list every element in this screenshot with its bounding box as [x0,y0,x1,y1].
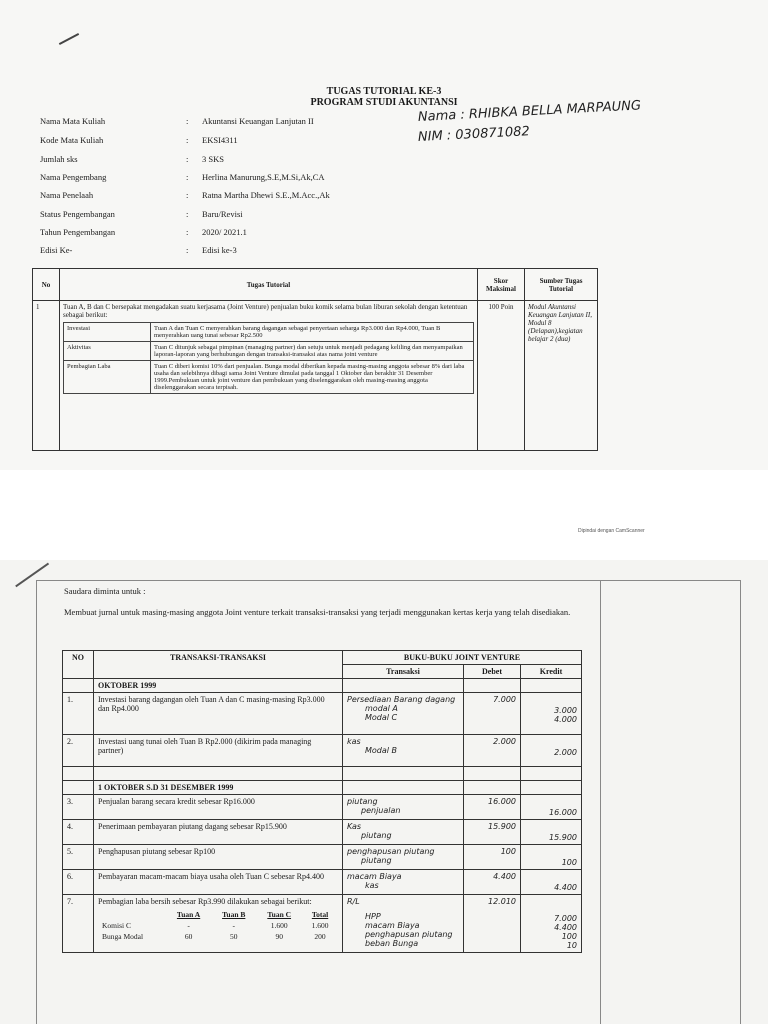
account-line: piutang [361,856,392,865]
info-value: Akuntansi Keuangan Lanjutan II [202,116,314,126]
sub-cell: 1.600 [270,921,288,930]
section-label: 1 OKTOBER S.D 31 DESEMBER 1999 [94,781,343,795]
task-row [33,301,598,451]
journal-row [63,895,582,953]
row-no: 4. [63,820,94,845]
task-detail-table [63,322,474,394]
task-sumber: Modul Akuntansi Keuangan Lanjutan II, Modul 8 (Delapan),kegiatan belajar 2 (dua) [525,301,598,451]
sub-cell: 50 [229,932,238,941]
info-row [40,116,370,128]
row-accounts [343,735,464,767]
pen-mark [15,563,49,587]
row-desc: Penghapusan piutang sebesar Rp100 [94,845,343,870]
kredit-value: 15.900 [549,833,577,842]
journal-header [63,651,582,665]
account-line: Persediaan Barang dagang [347,695,456,704]
sub-header: Tuan C [267,910,292,919]
debet-value: 100 [500,847,516,856]
row-desc: Penerimaan pembayaran piutang dagang sebesar Rp15.900 [94,820,343,845]
row-debet [464,795,521,820]
row-no: 5. [63,845,94,870]
info-label: Nama Penelaah [40,190,94,200]
kredit-value: 16.000 [549,808,577,817]
info-value: Baru/Revisi [202,209,243,219]
header-sumber: Sumber Tugas Tutorial [525,269,598,301]
header-trans: Transaksi [343,665,464,679]
header-transaksi: TRANSAKSI-TRANSAKSI [94,651,343,679]
row-debet [464,895,521,953]
profit-share-row [98,931,338,942]
info-row [40,135,370,147]
task-intro: Tuan A, B dan C bersepakat mengadakan suatu kerjasama (Joint Venture) penjualan buku komik selama bulan liburan sekolah dengan ketentuan sebagai berikut: [63,303,468,319]
journal-row [63,870,582,895]
row-debet [464,735,521,767]
row-desc [94,895,343,953]
info-value: 2020/ 2021.1 [202,227,247,237]
header-debet: Debet [464,665,521,679]
info-row [40,190,370,202]
row-debet [464,845,521,870]
info-colon: : [186,172,189,182]
info-value: EKSI4311 [202,135,238,145]
account-line: kas [365,881,379,890]
sub-cell: 1.600 [311,921,329,930]
info-value: Herlina Manurung,S.E,M.Si,Ak,CA [202,172,325,182]
kredit-value: 3.000 [554,706,577,715]
row-accounts [343,693,464,735]
debet-value: 12.010 [488,897,516,906]
section-row [63,679,582,693]
sub-header [98,909,166,920]
row-accounts [343,795,464,820]
row-no: 6. [63,870,94,895]
sub-cell: - [232,921,235,930]
debet-value: 15.900 [488,822,516,831]
account-line: modal A [365,704,398,713]
detail-text: Tuan A dan Tuan C menyerahkan barang dagangan sebagai penyertaan seharga Rp3.000 dan Rp4.000, Tuan B menyerahkan uang tunai sebesar Rp2.500 [151,323,474,342]
info-label: Nama Pengembang [40,172,107,182]
info-label: Jumlah sks [40,154,78,164]
journal-row [63,820,582,845]
sub-cell: - [187,921,190,930]
header-no: No [33,269,60,301]
detail-row [64,323,474,342]
row-kredit [521,735,582,767]
row-no: 1. [63,693,94,735]
section-row [63,781,582,795]
row-desc: Investasi barang dagangan oleh Tuan A dan C masing-masing Rp3.000 dan Rp4.000 [94,693,343,735]
document-page-1 [0,0,768,470]
row-kredit [521,845,582,870]
journal-row [63,845,582,870]
info-colon: : [186,154,189,164]
account-line: R/L [347,897,360,906]
detail-text: Tuan C ditunjuk sebagai pimpinan (managing partner) dan setuju untuk menjadi pedagang keliling dan menyampaikan laporan-laporan yang berhubungan dengan transaksi-transaksi atas nama joint venture [151,342,474,361]
row-desc-text: Pembagian laba bersih sebesar Rp3.990 dilakukan sebagai berikut: [98,897,312,906]
info-colon: : [186,209,189,219]
detail-row [64,361,474,394]
account-line: kas [347,737,361,746]
journal-row [63,795,582,820]
debet-value: 7.000 [493,695,516,704]
row-kredit [521,870,582,895]
section-label: OKTOBER 1999 [94,679,343,693]
kredit-value: 100 [561,932,577,941]
info-row [40,172,370,184]
scanner-note: Dipindai dengan CamScanner [578,528,645,534]
page-border [740,580,741,1024]
task-no: 1 [33,301,60,451]
row-kredit [521,820,582,845]
row-debet [464,820,521,845]
sub-header: Tuan B [222,910,246,919]
header-kredit: Kredit [521,665,582,679]
detail-text: Tuan C diberi komisi 10% dari penjualan. Bunga modal diberikan kepada masing-masing anggota sebesar 8% dari laba usaha dan selebihnya dibagi sama Joint Venture dimulai pada tanggal 1 Oktober dan berakhir 31 Desember 1999.Pembukuan untuk joint venture dan pembukuan yang diselenggarakan oleh masing-masing anggota diselenggarakan secara terpisah. [151,361,474,394]
kredit-value: 4.000 [554,715,577,724]
sub-header: Tuan A [176,910,201,919]
row-no: 3. [63,795,94,820]
row-accounts [343,895,464,953]
row-no: 2. [63,735,94,767]
info-label: Nama Mata Kuliah [40,116,106,126]
profit-share-row [98,920,338,931]
instruction-text: Membuat jurnal untuk masing-masing anggota Joint venture terkait transaksi-transaksi yang terjadi menggunakan kertas kerja yang telah disediakan. [64,607,571,617]
info-label: Tahun Pengembangan [40,227,116,237]
account-line: piutang [361,831,392,840]
handwritten-nim: NIM : 030871082 [417,124,531,145]
account-line: penghapusan piutang [365,930,453,939]
task-content [60,301,478,451]
detail-label: Aktivitas [64,342,151,361]
info-row [40,245,370,257]
task-table-header [33,269,598,301]
row-debet [464,693,521,735]
task-table [32,268,598,451]
info-value: 3 SKS [202,154,224,164]
row-desc: Pembayaran macam-macam biaya usaha oleh Tuan C sebesar Rp4.400 [94,870,343,895]
info-colon: : [186,190,189,200]
row-accounts [343,820,464,845]
row-kredit [521,693,582,735]
page-border [600,580,601,1024]
handwritten-name: Nama : RHIBKA BELLA MARPAUNG [417,98,642,125]
info-value: Ratna Martha Dhewi S.E.,M.Acc.,Ak [202,190,330,200]
page-border [36,580,37,1024]
journal-table [62,650,582,953]
spacer-row [63,767,582,781]
kredit-value: 4.400 [554,923,577,932]
row-desc: Penjualan barang secara kredit sebesar Rp16.000 [94,795,343,820]
kredit-value: 2.000 [554,748,577,757]
account-line: macam Biaya [347,872,402,881]
row-accounts [343,845,464,870]
info-colon: : [186,116,189,126]
row-accounts [343,870,464,895]
journal-row [63,735,582,767]
account-line: penjualan [361,806,401,815]
task-skor: 100 Poin [478,301,525,451]
row-kredit [521,795,582,820]
detail-row [64,342,474,361]
header-no: NO [63,651,94,679]
info-row [40,227,370,239]
row-debet [464,870,521,895]
header-buku: BUKU-BUKU JOINT VENTURE [343,651,582,665]
pen-mark [59,33,79,45]
detail-label: Investasi [64,323,151,342]
account-line: beban Bunga [365,939,419,948]
sub-cell: 200 [314,932,326,941]
header-skor: Skor Maksimal [478,269,525,301]
doc-subtitle: PROGRAM STUDI AKUNTANSI [310,97,458,108]
sub-cell: 60 [184,932,193,941]
kredit-value: 7.000 [554,914,577,923]
sub-cell: Komisi C [102,921,131,930]
info-value: Edisi ke-3 [202,245,237,255]
kredit-value: 10 [566,941,577,950]
debet-value: 16.000 [488,797,516,806]
page-border [36,580,740,581]
info-row [40,154,370,166]
account-line: penghapusan piutang [347,847,435,856]
profit-share-table [98,909,338,942]
account-line: HPP [365,912,381,921]
doc-title: TUGAS TUTORIAL KE-3 [326,86,442,97]
profit-share-header [98,909,338,920]
sub-cell: 90 [275,932,283,941]
kredit-value: 4.400 [554,883,577,892]
row-desc: Investasi uang tunai oleh Tuan B Rp2.000 (dikirim pada managing partner) [94,735,343,767]
info-label: Edisi Ke- [40,245,73,255]
account-line: Modal B [365,746,398,755]
account-line: Kas [347,822,362,831]
row-no: 7. [63,895,94,953]
journal-row [63,693,582,735]
info-label: Kode Mata Kuliah [40,135,104,145]
request-heading: Saudara diminta untuk : [64,586,146,596]
debet-value: 4.400 [493,872,516,881]
info-label: Status Pengembangan [40,209,115,219]
account-line: Modal C [365,713,398,722]
account-line: macam Biaya [365,921,420,930]
sub-header: Total [311,910,329,919]
detail-label: Pembagian Laba [64,361,151,394]
info-colon: : [186,227,189,237]
account-line: piutang [347,797,378,806]
info-colon: : [186,135,189,145]
info-row [40,209,370,221]
row-kredit [521,895,582,953]
info-colon: : [186,245,189,255]
kredit-value: 100 [561,858,577,867]
debet-value: 2.000 [493,737,516,746]
header-tugas: Tugas Tutorial [60,269,478,301]
sub-cell: Bunga Modal [102,932,144,941]
